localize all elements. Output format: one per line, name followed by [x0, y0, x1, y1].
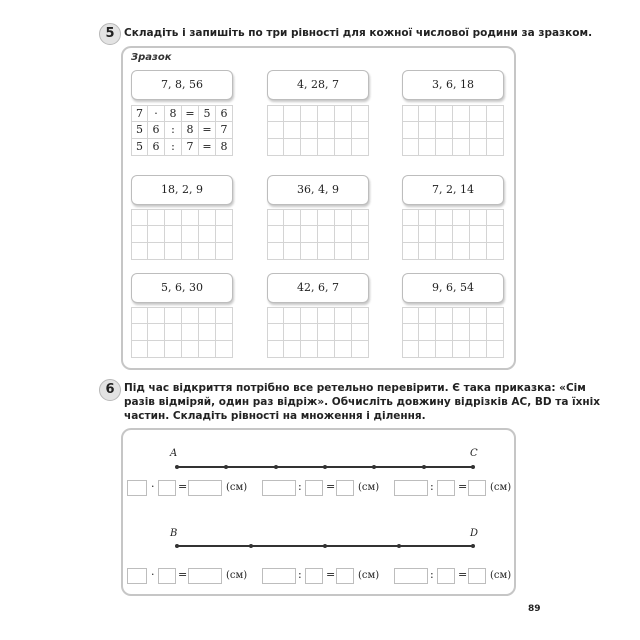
grid-cell[interactable]: [182, 341, 199, 358]
grid-cell[interactable]: [335, 105, 352, 122]
grid-cell[interactable]: [470, 209, 487, 226]
grid-cell[interactable]: [487, 139, 504, 156]
grid-cell[interactable]: [318, 226, 335, 243]
grid-cell[interactable]: [165, 209, 182, 226]
grid-cell[interactable]: [352, 139, 369, 156]
grid-cell[interactable]: [436, 139, 453, 156]
answer-box[interactable]: [127, 568, 147, 584]
unit-label: (см): [490, 482, 512, 493]
grid-cell: 5: [131, 139, 148, 156]
grid-cell[interactable]: [165, 307, 182, 324]
grid-cell[interactable]: [470, 226, 487, 243]
grid-cell[interactable]: [148, 243, 165, 260]
grid-cell[interactable]: [402, 209, 419, 226]
answer-grid[interactable]: [402, 209, 504, 260]
grid-cell[interactable]: [352, 341, 369, 358]
grid-cell[interactable]: [284, 307, 301, 324]
grid-cell: 7: [216, 122, 233, 139]
grid-cell[interactable]: [267, 209, 284, 226]
family-card: 42, 6, 7: [267, 273, 369, 303]
divide-sign: :: [298, 480, 302, 493]
answer-box[interactable]: [437, 568, 455, 584]
answer-box[interactable]: [158, 568, 176, 584]
grid-cell[interactable]: [165, 226, 182, 243]
answer-box[interactable]: [336, 480, 354, 496]
grid-cell[interactable]: [199, 243, 216, 260]
answer-box[interactable]: [305, 480, 323, 496]
grid-cell: 6: [148, 139, 165, 156]
grid-cell[interactable]: [335, 324, 352, 341]
segment-point: [372, 465, 376, 469]
grid-cell[interactable]: [419, 122, 436, 139]
grid-cell[interactable]: [131, 209, 148, 226]
grid-cell[interactable]: [436, 226, 453, 243]
grid-cell[interactable]: [419, 307, 436, 324]
grid-cell[interactable]: [419, 105, 436, 122]
grid-cell[interactable]: [131, 243, 148, 260]
family-card: 4, 28, 7: [267, 70, 369, 100]
answer-box[interactable]: [262, 568, 296, 584]
grid-cell[interactable]: [165, 324, 182, 341]
grid-cell[interactable]: [182, 226, 199, 243]
grid-cell[interactable]: [470, 105, 487, 122]
grid-cell[interactable]: [182, 324, 199, 341]
grid-cell[interactable]: [402, 139, 419, 156]
grid-cell[interactable]: [402, 307, 419, 324]
grid-cell[interactable]: [318, 243, 335, 260]
grid-cell[interactable]: [487, 209, 504, 226]
grid-cell[interactable]: [216, 209, 233, 226]
answer-box[interactable]: [468, 568, 486, 584]
grid-cell[interactable]: [267, 243, 284, 260]
point-b-label: B: [170, 528, 178, 539]
grid-cell[interactable]: [487, 105, 504, 122]
grid-cell[interactable]: [335, 209, 352, 226]
grid-cell[interactable]: [318, 341, 335, 358]
grid-cell[interactable]: [301, 139, 318, 156]
answer-box[interactable]: [336, 568, 354, 584]
grid-cell[interactable]: [148, 324, 165, 341]
unit-label: (см): [358, 570, 380, 581]
grid-cell[interactable]: [284, 105, 301, 122]
grid-cell[interactable]: [199, 324, 216, 341]
page-number: 89: [528, 604, 541, 614]
answer-grid[interactable]: [267, 209, 369, 260]
grid-cell[interactable]: [453, 226, 470, 243]
grid-cell[interactable]: [267, 105, 284, 122]
family-card: 9, 6, 54: [402, 273, 504, 303]
answer-box[interactable]: [262, 480, 296, 496]
point-c-label: C: [470, 448, 478, 459]
grid-cell[interactable]: [419, 341, 436, 358]
grid-cell[interactable]: [182, 307, 199, 324]
task-5-number: 5: [99, 23, 121, 45]
sample-label: Зразок: [131, 52, 172, 63]
grid-cell[interactable]: [436, 105, 453, 122]
grid-cell[interactable]: [182, 209, 199, 226]
grid-cell[interactable]: [436, 243, 453, 260]
grid-cell[interactable]: [165, 341, 182, 358]
grid-cell[interactable]: [284, 209, 301, 226]
answer-box[interactable]: [127, 480, 147, 496]
grid-cell[interactable]: [419, 243, 436, 260]
grid-cell: 5: [199, 105, 216, 122]
grid-cell: =: [199, 139, 216, 156]
grid-cell[interactable]: [318, 307, 335, 324]
grid-cell[interactable]: [470, 341, 487, 358]
grid-cell[interactable]: [352, 105, 369, 122]
task-6-line-3: частин. Складіть рівності на множення і ділення.: [124, 410, 426, 422]
segment-point: [471, 465, 475, 469]
grid-cell[interactable]: [352, 209, 369, 226]
grid-cell[interactable]: [216, 226, 233, 243]
equals-sign: =: [326, 568, 336, 581]
grid-cell[interactable]: [318, 122, 335, 139]
grid-cell[interactable]: [487, 341, 504, 358]
grid-cell[interactable]: [131, 307, 148, 324]
grid-cell[interactable]: [335, 307, 352, 324]
grid-cell[interactable]: [318, 324, 335, 341]
grid-cell[interactable]: [148, 226, 165, 243]
grid-cell[interactable]: [148, 341, 165, 358]
answer-grid[interactable]: [402, 105, 504, 156]
grid-cell[interactable]: [267, 324, 284, 341]
equals-sign: =: [458, 480, 468, 493]
answer-box[interactable]: [158, 480, 176, 496]
grid-cell[interactable]: [402, 226, 419, 243]
point-d-label: D: [470, 528, 479, 539]
task-5-text: Складіть і запишіть по три рівності для кожної числової родини за зразком.: [124, 27, 593, 39]
grid-cell[interactable]: [453, 324, 470, 341]
grid-cell[interactable]: [402, 243, 419, 260]
grid-cell[interactable]: [267, 226, 284, 243]
grid-cell[interactable]: [318, 139, 335, 156]
equals-sign: =: [178, 568, 188, 581]
grid-cell[interactable]: [199, 226, 216, 243]
grid-cell[interactable]: [453, 139, 470, 156]
grid-cell[interactable]: [216, 324, 233, 341]
answer-box[interactable]: [305, 568, 323, 584]
unit-label: (см): [490, 570, 512, 581]
grid-cell: 8: [165, 105, 182, 122]
grid-cell[interactable]: [419, 209, 436, 226]
grid-cell[interactable]: [216, 243, 233, 260]
answer-box[interactable]: [188, 480, 222, 496]
grid-cell[interactable]: [335, 139, 352, 156]
grid-cell[interactable]: [335, 226, 352, 243]
family-card: 3, 6, 18: [402, 70, 504, 100]
grid-cell[interactable]: [419, 226, 436, 243]
grid-cell[interactable]: [284, 324, 301, 341]
grid-cell[interactable]: [402, 105, 419, 122]
grid-cell[interactable]: [301, 307, 318, 324]
grid-cell[interactable]: [301, 209, 318, 226]
grid-cell[interactable]: [352, 122, 369, 139]
grid-cell: 7: [131, 105, 148, 122]
grid-cell[interactable]: [402, 324, 419, 341]
point-a-label: A: [170, 448, 178, 459]
multiply-sign: ·: [151, 480, 155, 493]
segment-point: [175, 544, 179, 548]
grid-cell[interactable]: [352, 324, 369, 341]
grid-cell: 7: [182, 139, 199, 156]
segment-point: [274, 465, 278, 469]
grid-cell[interactable]: [301, 243, 318, 260]
grid-cell[interactable]: [436, 324, 453, 341]
grid-cell[interactable]: [199, 307, 216, 324]
equals-sign: =: [178, 480, 188, 493]
grid-cell[interactable]: [301, 122, 318, 139]
grid-cell[interactable]: [131, 226, 148, 243]
task-6-line-1: Під час відкриття потрібно все ретельно перевірити. Є така приказка: «Сім: [124, 382, 586, 394]
segment-point: [175, 465, 179, 469]
grid-cell[interactable]: [402, 341, 419, 358]
grid-cell[interactable]: [352, 307, 369, 324]
grid-cell[interactable]: [216, 341, 233, 358]
equals-sign: =: [326, 480, 336, 493]
grid-cell[interactable]: [470, 307, 487, 324]
grid-cell[interactable]: [284, 341, 301, 358]
grid-cell[interactable]: [335, 122, 352, 139]
grid-cell: 5: [131, 122, 148, 139]
grid-cell[interactable]: [487, 307, 504, 324]
unit-label: (см): [226, 570, 248, 581]
grid-cell[interactable]: [199, 209, 216, 226]
grid-cell[interactable]: [487, 324, 504, 341]
grid-cell[interactable]: [148, 209, 165, 226]
grid-cell[interactable]: [301, 341, 318, 358]
grid-cell[interactable]: [436, 209, 453, 226]
family-card: 36, 4, 9: [267, 175, 369, 205]
grid-cell[interactable]: [470, 243, 487, 260]
family-card: 7, 2, 14: [402, 175, 504, 205]
grid-cell[interactable]: [453, 341, 470, 358]
grid-cell[interactable]: [453, 122, 470, 139]
grid-cell[interactable]: [487, 243, 504, 260]
grid-cell: ·: [148, 105, 165, 122]
answer-grid[interactable]: [131, 307, 233, 358]
grid-cell[interactable]: [487, 226, 504, 243]
grid-cell[interactable]: [284, 122, 301, 139]
grid-cell: =: [199, 122, 216, 139]
family-card: 5, 6, 30: [131, 273, 233, 303]
grid-cell[interactable]: [335, 341, 352, 358]
grid-cell[interactable]: [470, 122, 487, 139]
grid-cell[interactable]: [318, 209, 335, 226]
segment-point: [249, 544, 253, 548]
grid-cell[interactable]: [284, 139, 301, 156]
divide-sign: :: [430, 480, 434, 493]
segment-point: [471, 544, 475, 548]
segment-point: [224, 465, 228, 469]
answer-box[interactable]: [437, 480, 455, 496]
grid-cell[interactable]: [131, 324, 148, 341]
grid-cell[interactable]: [470, 324, 487, 341]
grid-cell[interactable]: [419, 139, 436, 156]
grid-cell[interactable]: [436, 122, 453, 139]
answer-grid[interactable]: [402, 307, 504, 358]
grid-cell: 8: [182, 122, 199, 139]
grid-cell[interactable]: [402, 122, 419, 139]
grid-cell[interactable]: [419, 324, 436, 341]
grid-cell[interactable]: [436, 307, 453, 324]
grid-cell[interactable]: [131, 341, 148, 358]
answer-box[interactable]: [394, 480, 428, 496]
answer-box[interactable]: [468, 480, 486, 496]
grid-cell[interactable]: [318, 105, 335, 122]
grid-cell[interactable]: [267, 139, 284, 156]
grid-cell[interactable]: [301, 226, 318, 243]
grid-cell[interactable]: [267, 307, 284, 324]
grid-cell: :: [165, 122, 182, 139]
grid-cell[interactable]: [267, 341, 284, 358]
grid-cell[interactable]: [182, 243, 199, 260]
family-card: 18, 2, 9: [131, 175, 233, 205]
task-6-line-2: разів відміряй, один раз відріж». Обчисліть довжину відрізків AC, BD та їхніх: [124, 396, 601, 408]
grid-cell[interactable]: [470, 139, 487, 156]
grid-cell: =: [182, 105, 199, 122]
segment-point: [397, 544, 401, 548]
grid-cell[interactable]: [148, 307, 165, 324]
segment-point: [422, 465, 426, 469]
divide-sign: :: [430, 568, 434, 581]
grid-cell[interactable]: [453, 243, 470, 260]
answer-box[interactable]: [188, 568, 222, 584]
grid-cell: 8: [216, 139, 233, 156]
grid-cell: :: [165, 139, 182, 156]
grid-cell[interactable]: [216, 307, 233, 324]
answer-box[interactable]: [394, 568, 428, 584]
grid-cell[interactable]: [301, 105, 318, 122]
grid-cell[interactable]: [284, 243, 301, 260]
grid-cell[interactable]: [284, 226, 301, 243]
grid-cell[interactable]: [453, 307, 470, 324]
sample-grid: [131, 105, 233, 156]
grid-cell[interactable]: [301, 324, 318, 341]
grid-cell: 6: [216, 105, 233, 122]
answer-grid[interactable]: [131, 209, 233, 260]
grid-cell[interactable]: [352, 226, 369, 243]
grid-cell[interactable]: [352, 243, 369, 260]
task-6-number: 6: [99, 379, 121, 401]
segment-point: [323, 465, 327, 469]
family-card: 7, 8, 56: [131, 70, 233, 100]
equals-sign: =: [458, 568, 468, 581]
multiply-sign: ·: [151, 568, 155, 581]
grid-cell: 6: [148, 122, 165, 139]
divide-sign: :: [298, 568, 302, 581]
answer-grid[interactable]: [267, 105, 369, 156]
segment-point: [323, 544, 327, 548]
unit-label: (см): [226, 482, 248, 493]
unit-label: (см): [358, 482, 380, 493]
grid-cell[interactable]: [453, 209, 470, 226]
grid-cell[interactable]: [487, 122, 504, 139]
grid-cell[interactable]: [267, 122, 284, 139]
answer-grid[interactable]: [267, 307, 369, 358]
grid-cell[interactable]: [453, 105, 470, 122]
grid-cell[interactable]: [436, 341, 453, 358]
grid-cell[interactable]: [165, 243, 182, 260]
grid-cell[interactable]: [199, 341, 216, 358]
grid-cell[interactable]: [335, 243, 352, 260]
